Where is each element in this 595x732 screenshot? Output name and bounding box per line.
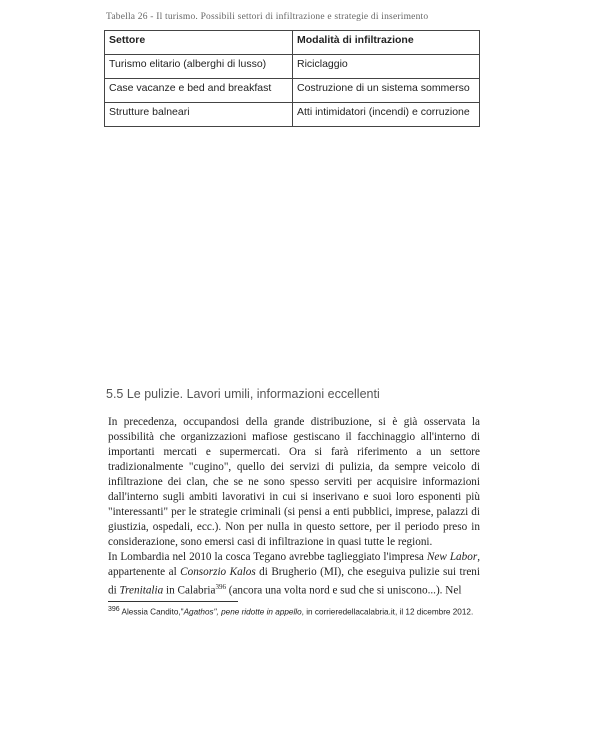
p2-text: In Lombardia nel 2010 la cosca Tegano avrebbe taglieggiato l'impresa <box>108 551 427 563</box>
footnote <box>108 606 488 617</box>
p2-text: di Brugherio (MI), che eseguiva pulizie sui treni di <box>108 566 481 597</box>
footnote-divider <box>108 601 238 602</box>
footnote-text: Alessia Candito," <box>119 607 184 617</box>
footnote-title: Agathos", pene ridotte in appello <box>183 607 302 617</box>
p2-text: (ancora una volta nord e sud che si uniscono...). Nel <box>225 584 462 597</box>
table-cell: Riciclaggio <box>293 55 480 79</box>
infiltration-table <box>104 30 480 127</box>
section-title: 5.5 Le pulizie. Lavori umili, informazioni eccellenti <box>106 387 380 401</box>
table-caption: Tabella 26 - Il turismo. Possibili settori di infiltrazione e strategie di inserimento <box>106 12 429 22</box>
table-row <box>105 103 480 127</box>
table-cell: Strutture balneari <box>105 103 293 127</box>
p2-consortium: Consorzio Kalos <box>180 566 256 578</box>
table-cell: Case vacanze e bed and breakfast <box>105 79 293 103</box>
table-row <box>105 79 480 103</box>
table-cell: Atti intimidatori (incendi) e corruzione <box>293 103 480 127</box>
header-modalita: Modalità di infiltrazione <box>293 31 480 55</box>
p2-text: , appartenente al <box>108 551 480 578</box>
p2-text: in Calabria <box>163 584 216 597</box>
footnote-text: , in corrieredellacalabria.it, il 12 dicembre 2012. <box>301 607 474 617</box>
p2-trenitalia: Trenitalia <box>119 584 164 597</box>
table-cell: Turismo elitario (alberghi di lusso) <box>105 55 293 79</box>
body-text <box>108 415 480 599</box>
p2-company: New Labor <box>426 551 478 563</box>
footnote-number: 396 <box>108 606 120 613</box>
footnote-ref: 396 <box>215 583 226 591</box>
paragraph-2 <box>108 550 480 599</box>
table-cell: Costruzione di un sistema sommerso <box>293 79 480 103</box>
table-row <box>105 55 480 79</box>
table-header-row <box>105 31 480 55</box>
paragraph-1: In precedenza, occupandosi della grande distribuzione, si è già osservata la possibilità che organizzazioni mafiose gestiscano il facchinaggio all'interno di importanti mercati e supermercati. Ora si farà riferimento a un settore tradizionalmente "cugino", quello dei servizi di pulizia, da sempre veicolo di infiltrazione dei clan, che se ne sono spesso serviti per acquisire informazioni dall'interno sugli ambiti lavorativi in cui si inserivano e suoi loro esponenti più "interessanti" per le strategie criminali (si pensi a enti pubblici, imprese, palazzi di giustizia, ospedali, ecc.). Non per nulla in questo settore, per il periodo preso in considerazione, sono emersi casi di infiltrazione in quasi tutte le regioni. <box>108 416 480 548</box>
header-settore: Settore <box>105 31 293 55</box>
